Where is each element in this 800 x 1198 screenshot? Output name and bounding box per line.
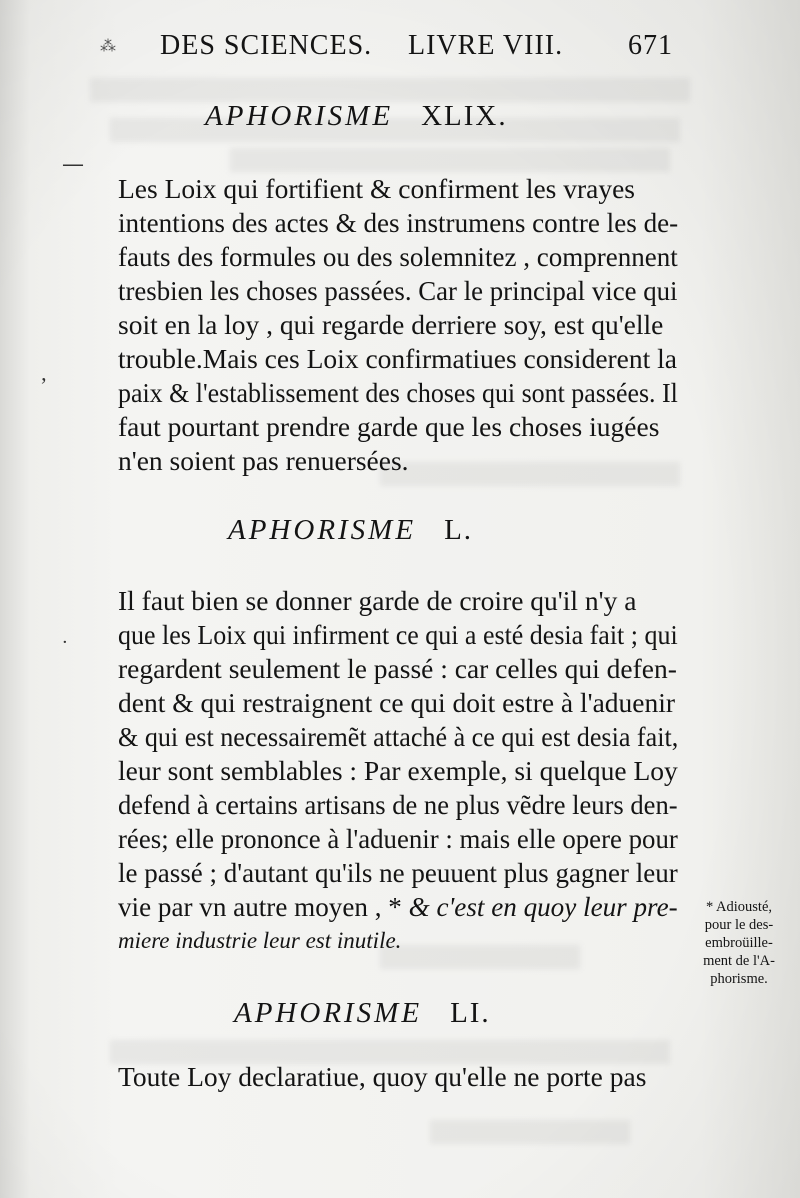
header-title-book: LIVRE VIII.: [408, 30, 564, 61]
text-line: defend à certains artisans de ne plus vẽdre leurs den-: [118, 789, 678, 820]
text-line: soit en la loy , qui regarde derriere soy, est qu'elle: [118, 309, 664, 340]
bleed-through-shadow: [90, 78, 690, 102]
aphorism-number: LI.: [450, 997, 491, 1029]
margin-note-line: ment de l'A-: [703, 953, 775, 969]
text-line: intentions des actes & des instrumens contre les de-: [118, 207, 679, 238]
text-line-mixed: [118, 890, 678, 924]
text-line: leur sont semblables : Par exemple, si quelque Loy: [118, 755, 678, 786]
text-line: Il faut bien se donner garde de croire qu'il n'y a: [118, 585, 637, 616]
text-line: n'en soient pas renuersées.: [118, 445, 409, 476]
margin-note: [680, 898, 798, 988]
margin-note-line: phorisme.: [710, 971, 768, 987]
aphorism-body: [118, 1060, 678, 1094]
aphorism-heading-label: APHORISME: [234, 997, 423, 1029]
running-header: [100, 30, 680, 66]
page-number: 671: [628, 30, 673, 61]
aphorism-heading: [228, 514, 473, 547]
text-line: paix & l'establissement des choses qui sont passées. Il: [118, 377, 678, 408]
margin-tick: ʼ: [40, 373, 48, 398]
text-line: fauts des formules ou des solemnitez , comprennent: [118, 241, 678, 272]
header-title-left: DES SCIENCES.: [160, 30, 373, 61]
margin-note-line: * Adiousté,: [705, 899, 773, 915]
margin-dash: —: [62, 152, 84, 177]
aphorism-heading: [234, 997, 491, 1030]
text-line: tresbien les choses passées. Car le principal vice qui: [118, 275, 678, 306]
text-line: Toute Loy declaratiue, quoy qu'elle ne porte pas: [118, 1061, 647, 1092]
aphorism-heading: [205, 100, 508, 133]
text-line: Les Loix qui fortifient & confirment les vrayes: [118, 173, 636, 204]
margin-note-line: embroüille-: [705, 935, 773, 951]
text-line: trouble.Mais ces Loix confirmatiues considerent la: [118, 343, 677, 374]
margin-dot: ·: [62, 632, 68, 653]
text-roman: vie par vn autre moyen , *: [118, 891, 409, 922]
text-line: le passé ; d'autant qu'ils ne peuuent plus gagner leur: [118, 857, 678, 888]
aphorism-number: L.: [444, 514, 474, 546]
aphorism-body: [118, 172, 678, 478]
bleed-through-shadow: [430, 1120, 630, 1144]
aphorism-heading-label: APHORISME: [228, 514, 417, 546]
text-line: dent & qui restraignent ce qui doit estre à l'aduenir: [118, 687, 676, 718]
aphorism-number: XLIX.: [421, 100, 508, 132]
text-line: & qui est necessairemẽt attaché à ce qui est desia fait,: [118, 721, 679, 752]
text-line: rées; elle prononce à l'aduenir : mais elle opere pour: [118, 823, 678, 854]
text-line: faut pourtant prendre garde que les choses iugées: [118, 411, 660, 442]
aphorism-body: [118, 584, 678, 958]
ornament-mark: ⁂: [100, 38, 117, 55]
text-italic-addition: miere industrie leur est inutile.: [118, 928, 402, 953]
bleed-through-shadow: [230, 148, 670, 172]
text-italic-addition: & c'est en quoy leur pre-: [408, 891, 678, 922]
text-line: que les Loix qui infirment ce qui a esté desia fait ; qui: [118, 619, 678, 650]
aphorism-heading-label: APHORISME: [205, 100, 394, 132]
margin-note-line: pour le des-: [704, 917, 774, 933]
text-line: regardent seulement le passé : car celles qui defen-: [118, 653, 677, 684]
